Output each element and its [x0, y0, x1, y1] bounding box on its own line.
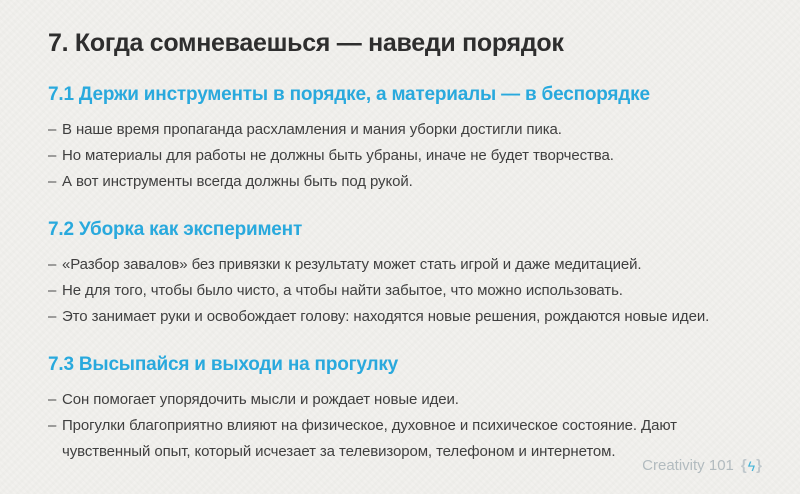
bullet-dash: –: [48, 147, 57, 164]
bullet-text: Не для того, чтобы было чисто, а чтобы найти забытое, что можно использовать.: [62, 282, 623, 299]
bullet-text: В наше время пропаганда расхламления и мания уборки достигли пика.: [62, 121, 562, 138]
slide-title: 7. Когда сомневаешься — наведи порядок: [48, 29, 564, 57]
bullet-text: Это занимает руки и освобождает голову: находятся новые решения, рождаются новые идеи.: [62, 308, 710, 325]
logo-left-brace: {: [740, 457, 747, 474]
bullet-item: [48, 278, 752, 304]
bullet-item: [48, 252, 752, 278]
bullet-text: Сон помогает упорядочить мысли и рождает новые идеи.: [62, 391, 459, 408]
brand-text: Creativity 101: [642, 457, 734, 474]
logo-right-brace: }: [756, 457, 762, 474]
bullet-dash: –: [48, 121, 57, 138]
bullet-item: [48, 387, 752, 413]
bullet-item: [48, 304, 752, 330]
bullet-item: [48, 143, 752, 169]
bullet-dash: –: [48, 391, 57, 408]
bullet-item: [48, 117, 752, 143]
section-7-3: [48, 353, 752, 465]
section-7-1-heading: 7.1 Держи инструменты в порядке, а материалы — в беспорядке: [48, 84, 650, 105]
section-7-2: [48, 218, 752, 330]
footer: [642, 457, 762, 474]
bullet-text: А вот инструменты всегда должны быть под рукой.: [62, 173, 413, 190]
bullet-dash: –: [48, 173, 57, 190]
bullet-dash: –: [48, 308, 57, 325]
bullet-dash: –: [48, 282, 57, 299]
bullet-item: [48, 169, 752, 195]
section-7-3-heading: 7.3 Высыпайся и выходи на прогулку: [48, 354, 399, 375]
brand-logo: [741, 457, 762, 474]
lightning-bolt-icon: ϟ: [747, 457, 756, 474]
section-7-2-heading: 7.2 Уборка как эксперимент: [48, 219, 303, 240]
section-7-1: [48, 83, 752, 195]
bullet-text: «Разбор завалов» без привязки к результату может стать игрой и даже медитацией.: [62, 256, 642, 273]
bullet-text: Но материалы для работы не должны быть убраны, иначе не будет творчества.: [62, 147, 614, 164]
bullet-dash: –: [48, 256, 57, 273]
bullet-text: Прогулки благоприятно влияют на физическое, духовное и психическое состояние. Дают чувственный опыт, который исчезает за телевизором, телефоном и интернетом.: [62, 417, 677, 460]
bullet-dash: –: [48, 417, 57, 434]
